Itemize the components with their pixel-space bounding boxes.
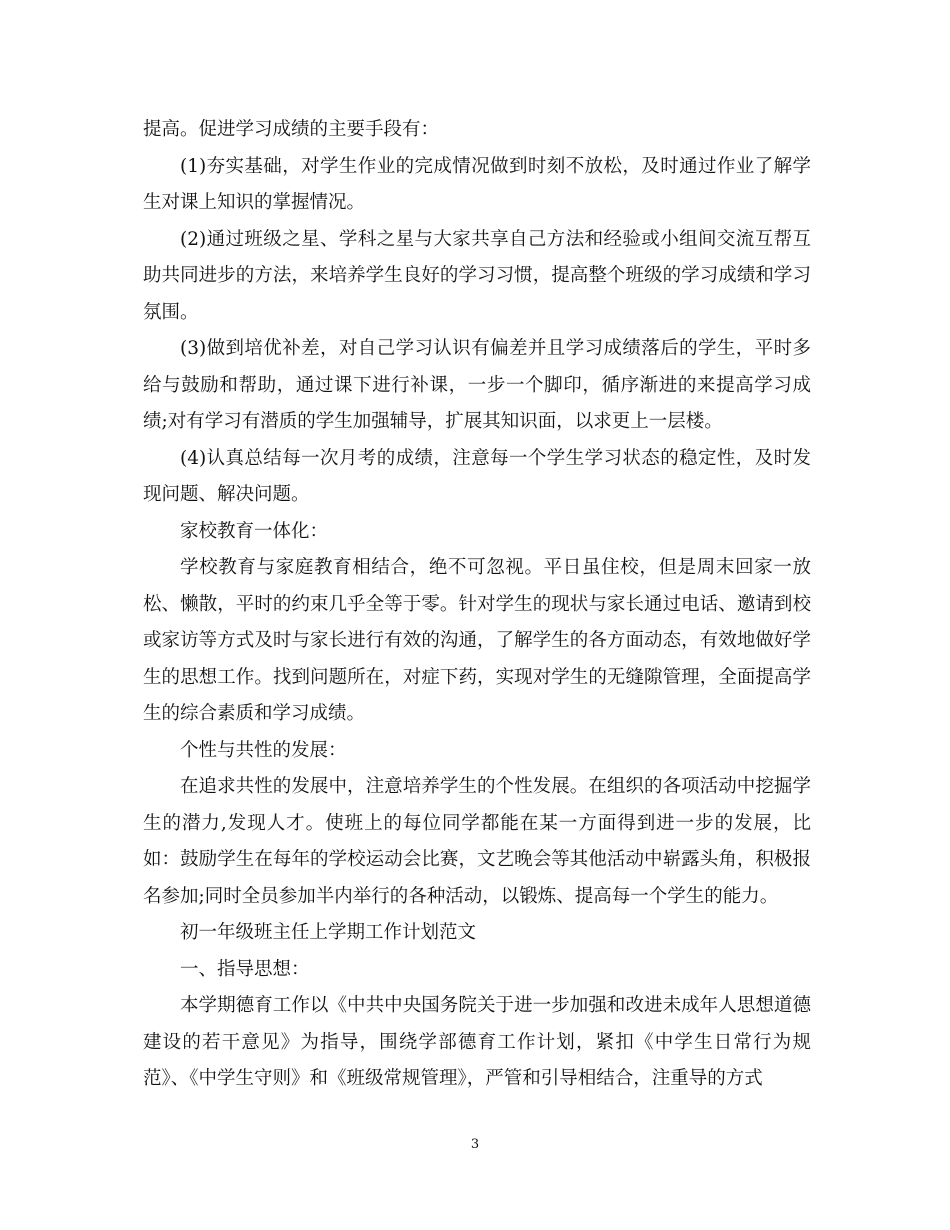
paragraph-guiding-thought: 本学期德育工作以《中共中央国务院关于进一步加强和改进未成年人思想道德建设的若干意见》为指导，围绕学部德育工作计划，紧扣《中学生日常行为规范》、《中学生守则》和《班级常规管理》，严管和引导相结合，注重导的方式	[143, 995, 811, 1089]
page-number: 3	[470, 1137, 480, 1152]
paragraph-item-4: (4)认真总结每一次月考的成绩，注意每一个学生学习状态的稳定性，及时发现问题、解决问题。	[143, 447, 811, 505]
page-body	[143, 112, 811, 1098]
document-subtitle: 初一年级班主任上学期工作计划范文	[180, 922, 477, 943]
paragraph-home-school: 学校教育与家庭教育相结合，绝不可忽视。平日虽住校，但是周末回家一放松、懒散，平时的约束几乎全等于零。针对学生的现状与家长通过电话、邀请到校或家访等方式及时与家长进行有效的沟通，了解学生的各方面动态，有效地做好学生的思想工作。找到问题所在，对症下药，实现对学生的无缝隙管理，全面提高学生的综合素质和学习成绩。	[143, 557, 811, 724]
paragraph-continuation: 提高。促进学习成绩的主要手段有：	[143, 119, 440, 140]
paragraph-item-3: (3)做到培优补差，对自己学习认识有偏差并且学习成绩落后的学生，平时多给与鼓励和帮助，通过课下进行补课，一步一个脚印，循序渐进的来提高学习成绩;对有学习有潜质的学生加强辅导，扩展其知识面，以求更上一层楼。	[143, 338, 811, 432]
section-heading-guiding-thought: 一、指导思想：	[180, 958, 310, 980]
paragraph-item-1: (1)夯实基础，对学生作业的完成情况做到时刻不放松，及时通过作业了解学生对课上知识的掌握情况。	[143, 155, 811, 213]
paragraph-individuality: 在追求共性的发展中，注意培养学生的个性发展。在组织的各项活动中挖掘学生的潜力,发现人才。使班上的每位同学都能在某一方面得到进一步的发展，比如：鼓励学生在每年的学校运动会比赛，文艺晚会等其他活动中崭露头角，积极报名参加;同时全员参加半内举行的各种活动，以锻炼、提高每一个学生的能力。	[143, 776, 811, 907]
section-heading-individuality: 个性与共性的发展：	[180, 739, 347, 761]
section-heading-home-school: 家校教育一体化：	[180, 520, 329, 542]
paragraph-item-2: (2)通过班级之星、学科之星与大家共享自己方法和经验或小组间交流互帮互助共同进步的方法，来培养学生良好的学习习惯，提高整个班级的学习成绩和学习氛围。	[143, 228, 811, 323]
